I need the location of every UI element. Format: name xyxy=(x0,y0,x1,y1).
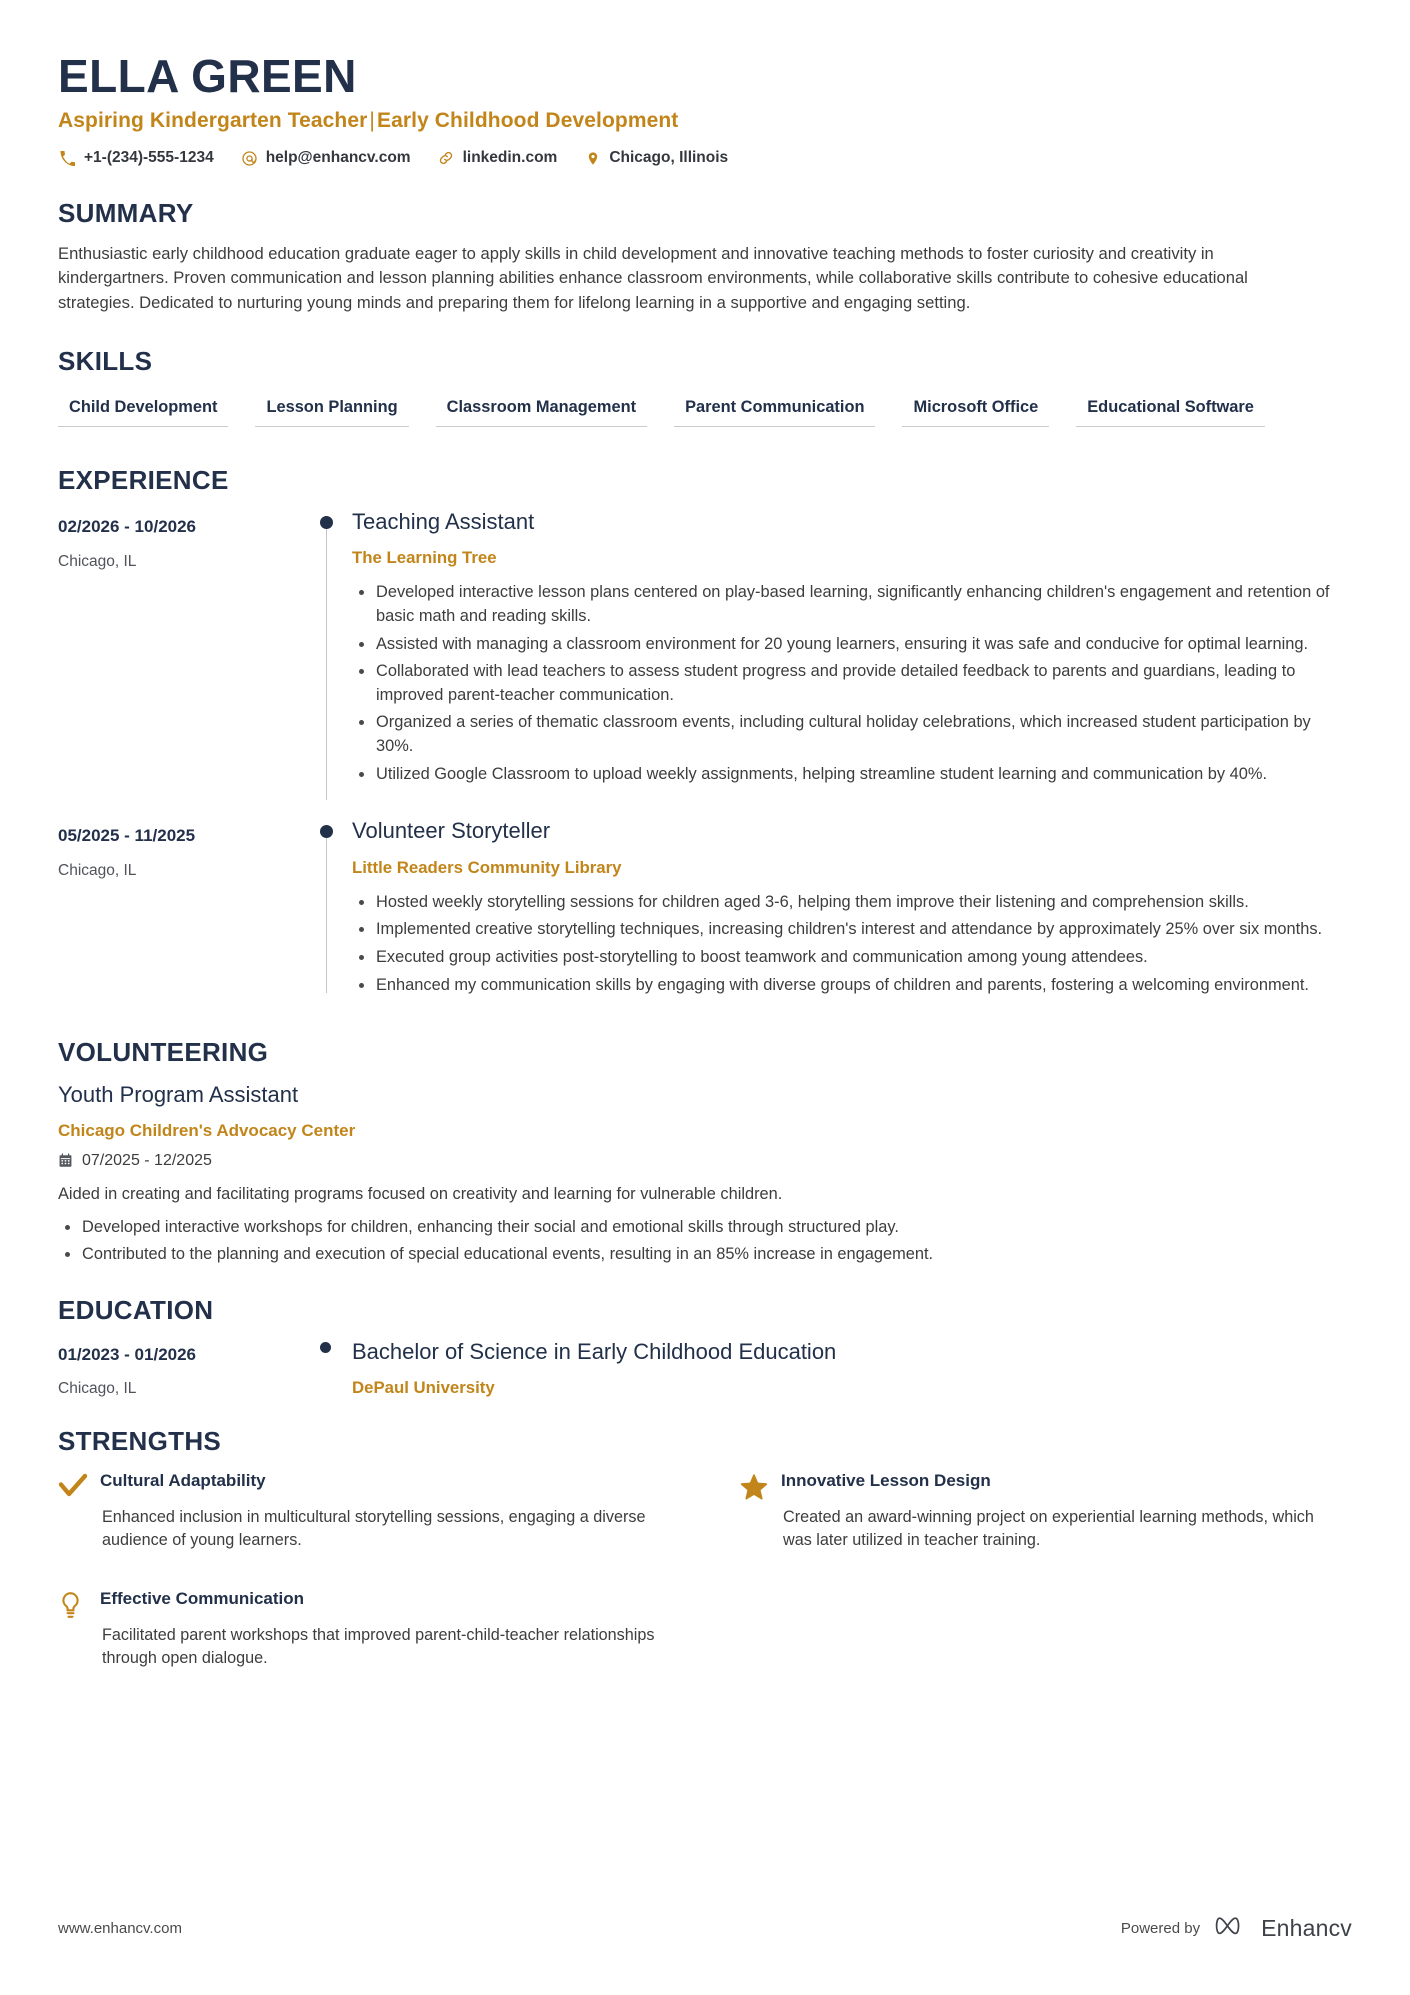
bullet-item: Organized a series of thematic classroom events, including cultural holiday celebrations, which increased student participation by 30%. xyxy=(352,711,1352,758)
enhancv-brand xyxy=(1214,1914,1352,1943)
section-volunteering xyxy=(58,1037,1352,1267)
calendar-icon xyxy=(58,1153,74,1169)
strength-title: Cultural Adaptability xyxy=(100,1470,266,1490)
check-mark-icon xyxy=(58,1471,100,1499)
bullet-item: Collaborated with lead teachers to assess student progress and provide detailed feedback to parents and guardians, leading to improved parent-teacher communication. xyxy=(352,660,1352,707)
experience-body xyxy=(348,509,1352,800)
experience-role: Volunteer Storyteller xyxy=(352,818,551,844)
experience-entry xyxy=(58,509,1352,800)
bullet-item: Executed group activities post-storytelling to boost teamwork and communication among young attendees. xyxy=(352,946,1352,970)
bullet-item: Utilized Google Classroom to upload weekly assignments, helping streamline student learning and communication by 40%. xyxy=(352,763,1352,787)
resume-header xyxy=(58,52,1352,168)
strengths-grid-spacer xyxy=(739,1569,1348,1671)
education-school: DePaul University xyxy=(352,1378,495,1398)
volunteering-bullets xyxy=(58,1216,1352,1267)
timeline-line xyxy=(326,523,327,800)
section-summary xyxy=(58,198,1352,316)
volunteering-date-row xyxy=(58,1152,1352,1170)
bullet-item: Hosted weekly storytelling sessions for children aged 3-6, helping them improve their listening and comprehension skills. xyxy=(352,891,1352,915)
experience-bullets xyxy=(352,891,1352,998)
bullet-item: Developed interactive workshops for children, enhancing their social and emotional skills through structured play. xyxy=(58,1216,1328,1240)
skill-item: Lesson Planning xyxy=(255,390,408,427)
skill-item: Microsoft Office xyxy=(902,390,1049,427)
volunteering-description: Aided in creating and facilitating programs focused on creativity and learning for vulnerable children. xyxy=(58,1184,783,1203)
volunteering-section-title: VOLUNTEERING xyxy=(58,1037,269,1068)
bullet-item: Contributed to the planning and execution of special educational events, resulting in an 85% increase in engagement. xyxy=(58,1243,1328,1267)
volunteering-role: Youth Program Assistant xyxy=(58,1082,299,1108)
timeline-dot-icon xyxy=(320,516,333,529)
section-strengths xyxy=(58,1426,1352,1670)
experience-location: Chicago, IL xyxy=(58,552,137,570)
bullet-item: Enhanced my communication skills by engaging with diverse groups of children and parents, fostering a welcoming environment. xyxy=(352,974,1352,998)
skill-item: Child Development xyxy=(58,390,228,427)
volunteering-dates: 07/2025 - 12/2025 xyxy=(82,1151,212,1169)
summary-section-title: SUMMARY xyxy=(58,197,194,228)
volunteering-organization: Chicago Children's Advocacy Center xyxy=(58,1120,356,1140)
resume-footer xyxy=(58,1914,1352,1943)
experience-location: Chicago, IL xyxy=(58,862,137,880)
skills-section-title: SKILLS xyxy=(58,345,153,376)
contact-link-text: linkedin.com xyxy=(462,149,558,167)
strength-item xyxy=(739,1471,1348,1553)
powered-by-label: Powered by xyxy=(1120,1920,1201,1937)
contact-link[interactable] xyxy=(437,149,558,168)
contact-email-text: help@enhancv.com xyxy=(265,149,411,167)
education-meta xyxy=(58,1339,308,1398)
education-location: Chicago, IL xyxy=(58,1380,137,1398)
experience-bullets xyxy=(352,581,1352,786)
timeline-marker xyxy=(308,1339,348,1398)
timeline-dot-icon xyxy=(320,825,333,838)
experience-section-title: EXPERIENCE xyxy=(58,464,229,495)
education-section-title: EDUCATION xyxy=(58,1294,214,1325)
headline-left: Aspiring Kindergarten Teacher xyxy=(58,108,368,132)
contact-row xyxy=(58,149,1352,168)
strength-item xyxy=(58,1589,667,1671)
summary-text: Enthusiastic early childhood education graduate eager to apply skills in child development and innovative teaching methods to foster curiosity and creativity in kindergartners. Proven communication and lesson planning abilities enhance classroom environments, while collaborative skills contribute to cohesive educational strategies. Dedicated to nurturing young minds and preparing them for lifelong learning in a supportive and engaging setting. xyxy=(58,243,1248,312)
skill-item: Classroom Management xyxy=(436,390,647,427)
strength-description: Enhanced inclusion in multicultural storytelling sessions, engaging a diverse audience of young learners. xyxy=(102,1508,646,1550)
strength-body xyxy=(100,1589,667,1671)
education-entry xyxy=(58,1339,1352,1398)
bullet-item: Developed interactive lesson plans centered on play-based learning, significantly enhancing children's engagement and retention of basic math and reading skills. xyxy=(352,581,1352,628)
star-icon xyxy=(739,1471,781,1502)
skills-list xyxy=(58,390,1338,443)
contact-location[interactable] xyxy=(583,149,728,168)
candidate-name: ELLA GREEN xyxy=(58,50,357,102)
strength-body xyxy=(781,1471,1348,1553)
experience-role: Teaching Assistant xyxy=(352,508,535,534)
contact-phone[interactable] xyxy=(58,149,214,168)
timeline-line xyxy=(326,832,327,993)
enhancv-brand-name: Enhancv xyxy=(1261,1915,1352,1941)
experience-meta xyxy=(58,818,308,880)
strength-description: Facilitated parent workshops that improved parent-child-teacher relationships through open dialogue. xyxy=(102,1626,655,1668)
timeline-marker xyxy=(308,509,348,800)
strength-body xyxy=(100,1471,667,1553)
contact-email[interactable] xyxy=(240,149,411,168)
education-dates: 01/2023 - 01/2026 xyxy=(58,1345,197,1365)
strength-title: Innovative Lesson Design xyxy=(781,1470,991,1490)
timeline-dot-icon xyxy=(320,1342,331,1353)
education-degree: Bachelor of Science in Early Childhood Education xyxy=(352,1339,837,1365)
footer-url[interactable]: www.enhancv.com xyxy=(58,1920,182,1937)
bullet-item: Implemented creative storytelling techniques, increasing children's interest and attendance by approximately 25% over six months. xyxy=(352,918,1352,942)
phone-icon xyxy=(58,149,77,168)
enhancv-logo-icon xyxy=(1214,1914,1252,1943)
headline-right: Early Childhood Development xyxy=(376,108,679,132)
strength-description: Created an award-winning project on experiential learning methods, which was later utilized in teacher training. xyxy=(783,1508,1314,1550)
experience-entry xyxy=(58,818,1352,1011)
strengths-grid xyxy=(58,1471,1348,1671)
experience-company: Little Readers Community Library xyxy=(352,857,622,877)
skill-item: Parent Communication xyxy=(674,390,875,427)
contact-location-text: Chicago, Illinois xyxy=(609,149,729,167)
lightbulb-icon xyxy=(58,1589,100,1621)
skill-item: Educational Software xyxy=(1076,390,1265,427)
link-icon xyxy=(437,149,456,168)
experience-dates: 02/2026 - 10/2026 xyxy=(58,516,197,536)
timeline-marker xyxy=(308,818,348,1011)
experience-meta xyxy=(58,509,308,571)
footer-branding xyxy=(1121,1914,1352,1943)
strengths-section-title: STRENGTHS xyxy=(58,1426,222,1457)
candidate-headline xyxy=(58,109,1352,133)
section-experience xyxy=(58,465,1352,1011)
section-education xyxy=(58,1295,1352,1399)
bullet-item: Assisted with managing a classroom environment for 20 young learners, ensuring it was safe and conducive for optimal learning. xyxy=(352,633,1352,657)
experience-body xyxy=(348,818,1352,1011)
strength-item xyxy=(58,1471,667,1553)
experience-company: The Learning Tree xyxy=(352,548,497,568)
email-icon xyxy=(240,149,259,168)
headline-separator: | xyxy=(369,108,375,132)
education-body xyxy=(348,1339,1352,1398)
experience-dates: 05/2025 - 11/2025 xyxy=(58,826,196,846)
section-skills xyxy=(58,346,1352,443)
strength-title: Effective Communication xyxy=(100,1588,305,1608)
contact-phone-text: +1-(234)-555-1234 xyxy=(84,149,214,167)
location-pin-icon xyxy=(583,149,602,168)
